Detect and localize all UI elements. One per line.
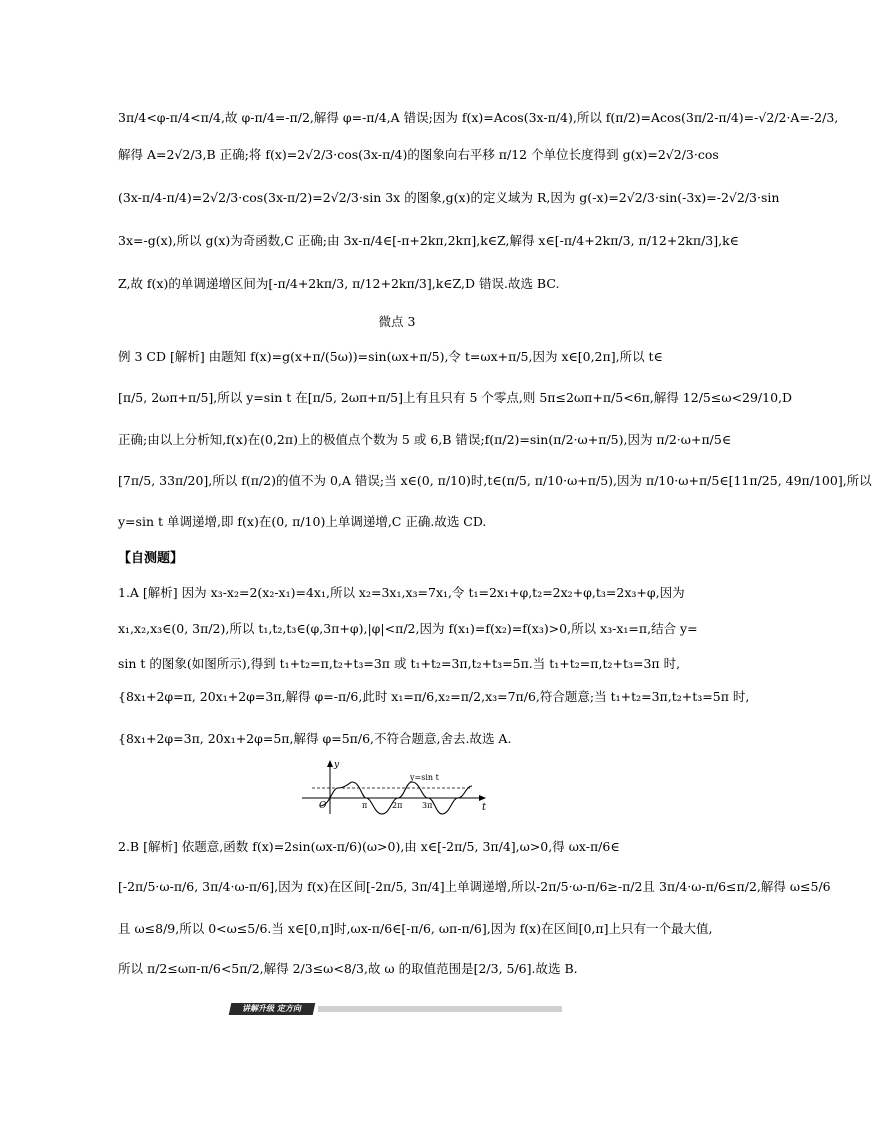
text-line-17: {8x₁+2φ=3π, 20x₁+2φ=5π,解得 φ=5π/6,不符合题意,舍去.故选 A.	[118, 731, 512, 746]
section-heading-weidian-3: 微点 3	[378, 314, 416, 329]
sine-graph	[300, 758, 490, 816]
text-line-5: Z,故 f(x)的单调递增区间为[-π/4+2kπ/3, π/12+2kπ/3],k∈Z,D 错误.故选 BC.	[118, 276, 560, 291]
text-line-13: 1.A [解析] 因为 x₃-x₂=2(x₂-x₁)=4x₁,所以 x₂=3x₁,x₃=7x₁,令 t₁=2x₁+φ,t₂=2x₂+φ,t₃=2x₃+φ,因为	[118, 585, 685, 600]
text-line-11: y=sin t 单调递增,即 f(x)在(0, π/10)上单调递增,C 正确.故选 CD.	[118, 514, 487, 529]
text-line-18: 2.B [解析] 依题意,函数 f(x)=2sin(ωx-π/6)(ω>0),由 x∈[-2π/5, 3π/4],ω>0,得 ωx-π/6∈	[118, 839, 620, 854]
text-line-1: 3π/4<φ-π/4<π/4,故 φ-π/4=-π/2,解得 φ=-π/4,A 错误;因为 f(x)=Acos(3x-π/4),所以 f(π/2)=Acos(3π/2-π/4)=-√2/2·A=-2/3,	[118, 110, 839, 125]
text-line-7: 例 3 CD [解析] 由题知 f(x)=g(x+π/(5ω))=sin(ωx+π/5),令 t=ωx+π/5,因为 x∈[0,2π],所以 t∈	[118, 349, 663, 364]
origin-label: O	[319, 801, 327, 811]
text-line-15: sin t 的图象(如图所示),得到 t₁+t₂=π,t₂+t₃=3π 或 t₁+t₂=3π,t₂+t₃=5π.当 t₁+t₂=π,t₂+t₃=3π 时,	[118, 656, 681, 671]
text-line-19: [-2π/5·ω-π/6, 3π/4·ω-π/6],因为 f(x)在区间[-2π/5, 3π/4]上单调递增,所以-2π/5·ω-π/6≥-π/2且 3π/4·ω-π/6≤π/2,解得 ω≤5/6	[118, 879, 831, 894]
y-axis-label: y	[334, 760, 340, 770]
y-axis-arrow	[327, 760, 333, 767]
page-footer	[230, 1003, 562, 1015]
text-line-21: 所以 π/2≤ωπ-π/6<5π/2,解得 2/3≤ω<8/3,故 ω 的取值范围是[2/3, 5/6].故选 B.	[118, 961, 578, 976]
self-test-heading: 【自测题】	[118, 551, 184, 566]
t-axis-arrow	[479, 795, 486, 801]
text-line-8: [π/5, 2ωπ+π/5],所以 y=sin t 在[π/5, 2ωπ+π/5]上有且只有 5 个零点,则 5π≤2ωπ+π/5<6π,解得 12/5≤ω<29/10,D	[118, 390, 793, 405]
footer-badge: 讲解升级 定方向	[229, 1003, 316, 1015]
curve-label: y=sin t	[410, 773, 439, 782]
tick-label-pi: π	[362, 801, 368, 810]
text-line-3: (3x-π/4-π/4)=2√2/3·cos(3x-π/2)=2√2/3·sin 3x 的图象,g(x)的定义域为 R,因为 g(-x)=2√2/3·sin(-3x)=-2√2/3·sin	[118, 190, 780, 205]
tick-label-3pi: 3π	[422, 801, 433, 810]
text-line-14: x₁,x₂,x₃∈(0, 3π/2),所以 t₁,t₂,t₃∈(φ,3π+φ),|φ|<π/2,因为 f(x₁)=f(x₂)=f(x₃)>0,所以 x₃-x₁=π,结合 y=	[118, 621, 698, 636]
t-axis-label: t	[482, 802, 487, 813]
text-line-20: 且 ω≤8/9,所以 0<ω≤5/6.当 x∈[0,π]时,ωx-π/6∈[-π/6, ωπ-π/6],因为 f(x)在区间[0,π]上只有一个最大值,	[118, 921, 713, 936]
tick-label-2pi: 2π	[392, 801, 403, 810]
text-line-10: [7π/5, 33π/20],所以 f(π/2)的值不为 0,A 错误;当 x∈(0, π/10)时,t∈(π/5, π/10·ω+π/5),因为 π/10·ω+π/5∈[11π/25, 49π/100],所以	[118, 473, 872, 488]
text-line-16: {8x₁+2φ=π, 20x₁+2φ=3π,解得 φ=-π/6,此时 x₁=π/6,x₂=π/2,x₃=7π/6,符合题意;当 t₁+t₂=3π,t₂+t₃=5π 时,	[118, 689, 750, 704]
text-line-4: 3x=-g(x),所以 g(x)为奇函数,C 正确;由 3x-π/4∈[-π+2kπ,2kπ],k∈Z,解得 x∈[-π/4+2kπ/3, π/12+2kπ/3],k∈	[118, 233, 739, 248]
text-line-9: 正确;由以上分析知,f(x)在(0,2π)上的极值点个数为 5 或 6,B 错误;f(π/2)=sin(π/2·ω+π/5),因为 π/2·ω+π/5∈	[118, 432, 732, 447]
text-line-2: 解得 A=2√2/3,B 正确;将 f(x)=2√2/3·cos(3x-π/4)的图象向右平移 π/12 个单位长度得到 g(x)=2√2/3·cos	[118, 147, 719, 162]
footer-bar	[318, 1006, 562, 1012]
